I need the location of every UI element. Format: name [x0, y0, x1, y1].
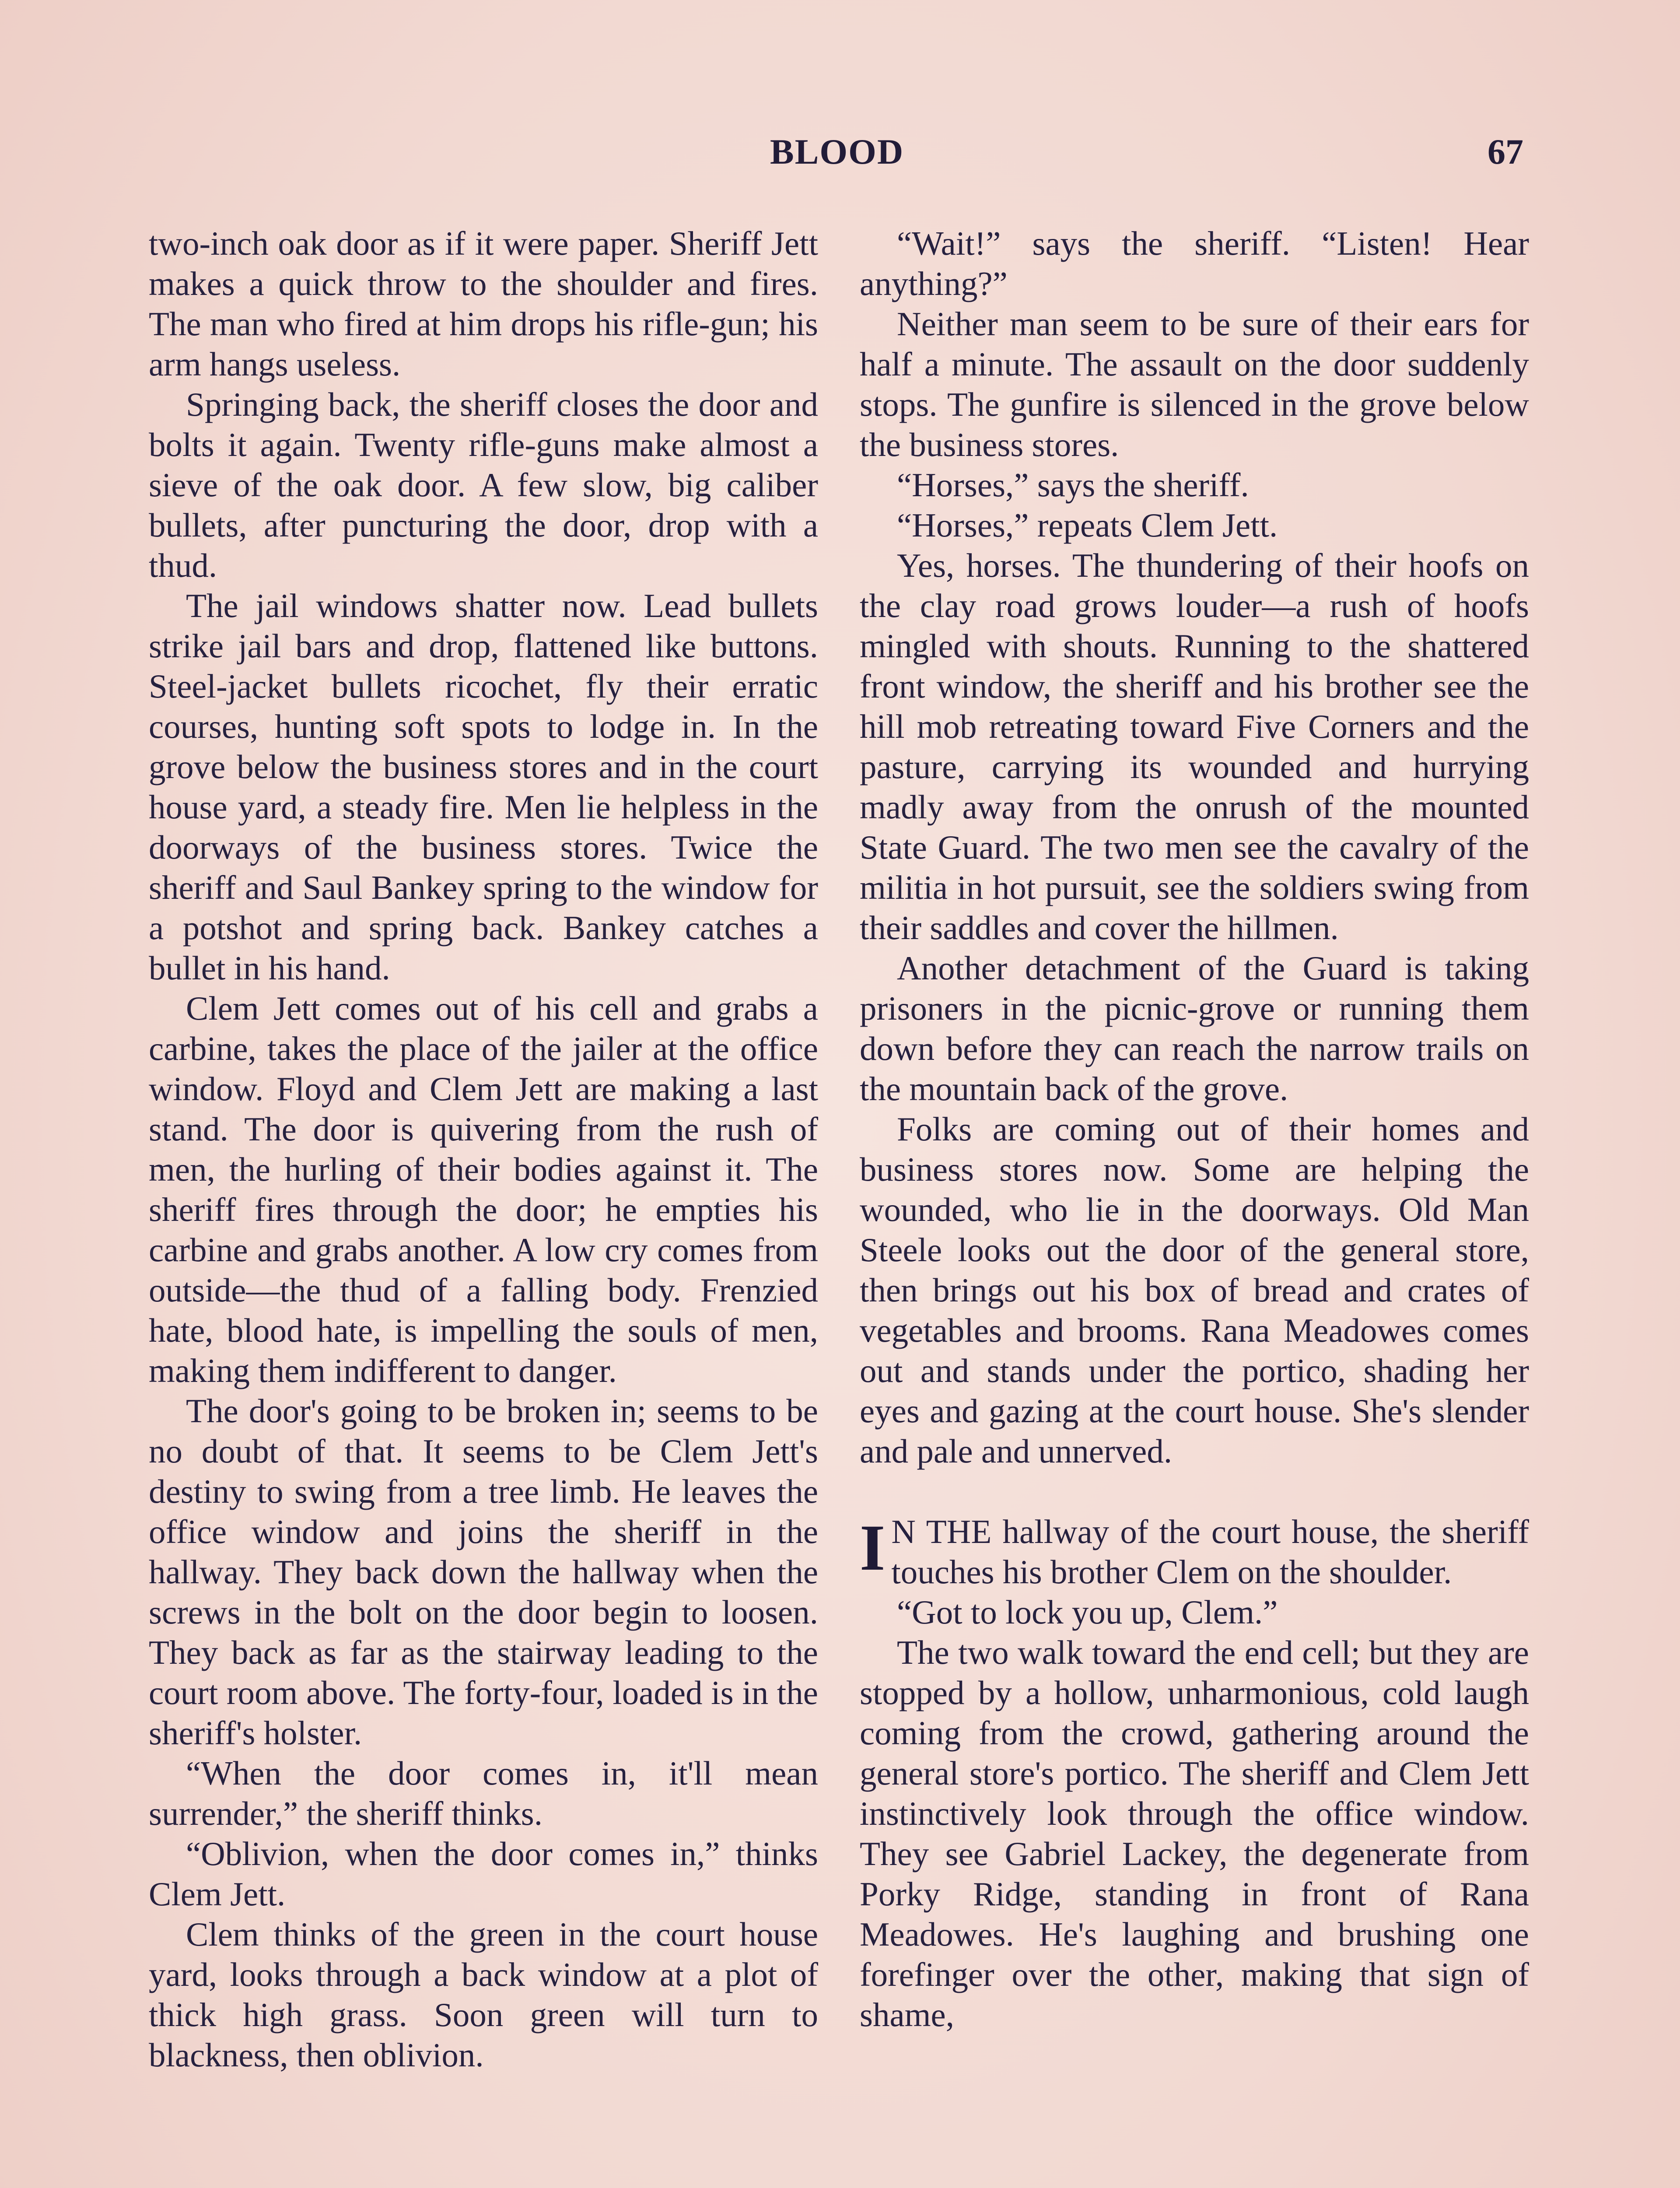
section-opening-paragraph: [860, 1511, 1529, 1592]
paragraph: Yes, horses. The thundering of their hoofs on the clay road grows louder—a rush of hoofs mingled with shouts. Running to the shattered front window, the sheriff and his brother see the hill mob retreating toward Five Corners and the pasture, carrying its wounded and hurrying madly away from the onrush of the mounted State Guard. The two men see the cavalry of the militia in hot pursuit, see the soldiers swing from their saddles and cover the hillmen.: [860, 547, 1529, 947]
page-number: 67: [1488, 132, 1523, 172]
paragraph: The two walk toward the end cell; but they are stopped by a hollow, unharmonious, cold laugh coming from the crowd, gathering around the general store's portico. The sheriff and Clem Jett instinctively look through the office window. They see Gabriel Lackey, the degenerate from Porky Ridge, standing in front of Rana Meadowes. He's laughing and brushing one forefinger over the other, making that sign of shame,: [860, 1634, 1529, 2034]
paragraph: Clem thinks of the green in the court house yard, looks through a back window at a plot of thick high grass. Soon green will turn to blackness, then oblivion.: [149, 1915, 818, 2074]
paragraph-text: hallway of the court house, the sheriff touches his brother Clem on the shoulder.: [891, 1513, 1529, 1591]
right-column: [860, 223, 1529, 2035]
paragraph: “Horses,” says the sheriff.: [897, 466, 1249, 504]
paragraph: “Oblivion, when the door comes in,” thinks Clem Jett.: [149, 1835, 818, 1913]
paragraph: The jail windows shatter now. Lead bullets strike jail bars and drop, flattened like buttons. Steel-jacket bullets ricochet, fly their erratic courses, hunting soft spots to lodge in. In the grove below the business stores and in the court house yard, a steady fire. Men lie helpless in the doorways of the business stores. Twice the sheriff and Saul Bankey spring to the window for a potshot and spring back. Bankey catches a bullet in his hand.: [149, 587, 818, 987]
running-head-title: BLOOD: [770, 132, 904, 172]
paragraph: “Got to lock you up, Clem.”: [897, 1593, 1278, 1631]
paragraph: “Horses,” repeats Clem Jett.: [897, 506, 1278, 544]
paragraph: Springing back, the sheriff closes the door and bolts it again. Twenty rifle-guns make almost a sieve of the oak door. A few slow, big caliber bullets, after puncturing the door, drop with a thud.: [149, 386, 818, 584]
drop-cap: I: [860, 1511, 886, 1584]
paragraph: “Wait!” says the sheriff. “Listen! Hear anything?”: [860, 224, 1529, 302]
paragraph: “When the door comes in, it'll mean surrender,” the sheriff thinks.: [149, 1754, 818, 1832]
paragraph: Clem Jett comes out of his cell and grabs a carbine, takes the place of the jailer at the office window. Floyd and Clem Jett are making a last stand. The door is quivering from the rush of men, the hurling of their bodies against it. The sheriff fires through the door; he empties his carbine and grabs another. A low cry comes from outside—the thud of a falling body. Frenzied hate, blood hate, is impelling the souls of men, making them indifferent to danger.: [149, 989, 818, 1389]
lead-words: N THE: [891, 1513, 992, 1550]
paragraph: Neither man seem to be sure of their ears for half a minute. The assault on the door suddenly stops. The gunfire is silenced in the grove below the business stores.: [860, 305, 1529, 463]
left-column: [149, 223, 818, 2075]
section-break: [860, 1471, 1529, 1511]
paragraph: two-inch oak door as if it were paper. Sheriff Jett makes a quick throw to the shoulder and fires. The man who fired at him drops his rifle-gun; his arm hangs useless.: [149, 224, 818, 383]
paragraph: Another detachment of the Guard is taking prisoners in the picnic-grove or running them down before they can reach the narrow trails on the mountain back of the grove.: [860, 949, 1529, 1108]
paragraph: Folks are coming out of their homes and business stores now. Some are helping the wounded, who lie in the doorways. Old Man Steele looks out the door of the general store, then brings out his box of bread and crates of vegetables and brooms. Rana Meadowes comes out and stands under the portico, shading her eyes and gazing at the court house. She's slender and pale and unnerved.: [860, 1110, 1529, 1470]
paragraph: The door's going to be broken in; seems to be no doubt of that. It seems to be Clem Jett's destiny to swing from a tree limb. He leaves the office window and joins the sheriff in the hallway. They back down the hallway when the screws in the bolt on the door begin to loosen. They back as far as the stairway leading to the court room above. The forty-four, loaded is in the sheriff's holster.: [149, 1392, 818, 1752]
